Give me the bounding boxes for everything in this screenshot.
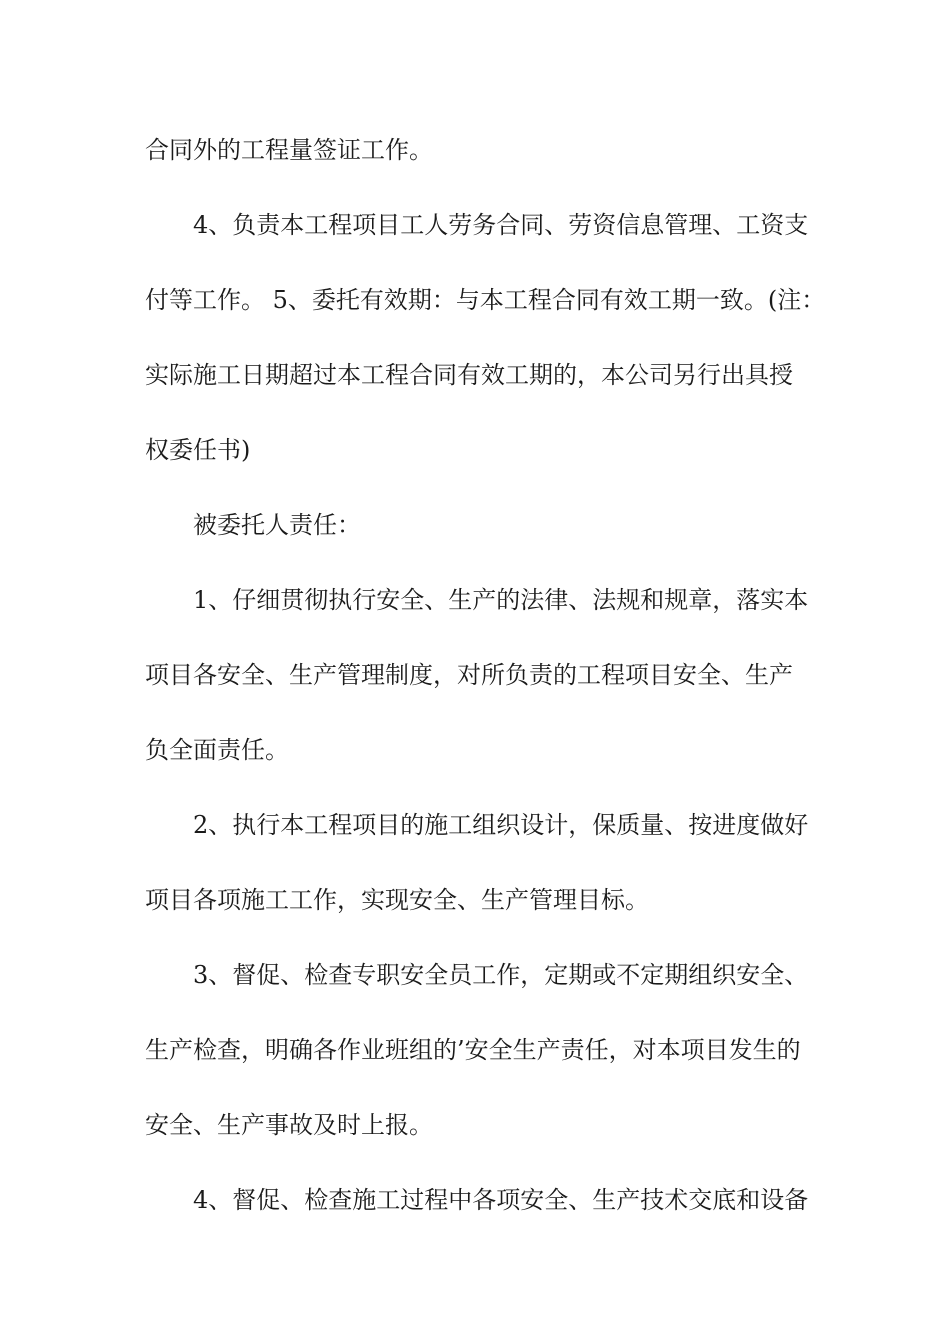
text-line-9: 负全面责任。 — [145, 736, 289, 764]
text-line-1: 合同外的工程量签证工作。 — [145, 136, 433, 164]
text-line-5: 权委任书) — [145, 436, 251, 464]
text-line-3: 付等工作。 5、委托有效期：与本工程合同有效工期一致。(注： — [145, 286, 826, 314]
text-line-15: 4、督促、检查施工过程中各项安全、生产技术交底和设备 — [193, 1186, 809, 1214]
text-line-4: 实际施工日期超过本工程合同有效工期的，本公司另行出具授 — [145, 361, 793, 389]
text-line-14: 安全、生产事故及时上报。 — [145, 1111, 433, 1139]
text-line-13: 生产检查，明确各作业班组的’安全生产责任，对本项目发生的 — [145, 1036, 801, 1064]
section-heading: 被委托人责任： — [193, 511, 361, 539]
text-line-2: 4、负责本工程项目工人劳务合同、劳资信息管理、工资支 — [193, 211, 809, 239]
text-line-11: 项目各项施工工作，实现安全、生产管理目标。 — [145, 886, 649, 914]
text-line-12: 3、督促、检查专职安全员工作，定期或不定期组织安全、 — [193, 961, 809, 989]
text-line-7: 1、仔细贯彻执行安全、生产的法律、法规和规章，落实本 — [193, 586, 809, 614]
text-line-10: 2、执行本工程项目的施工组织设计，保质量、按进度做好 — [193, 811, 809, 839]
text-line-8: 项目各安全、生产管理制度，对所负责的工程项目安全、生产 — [145, 661, 793, 689]
